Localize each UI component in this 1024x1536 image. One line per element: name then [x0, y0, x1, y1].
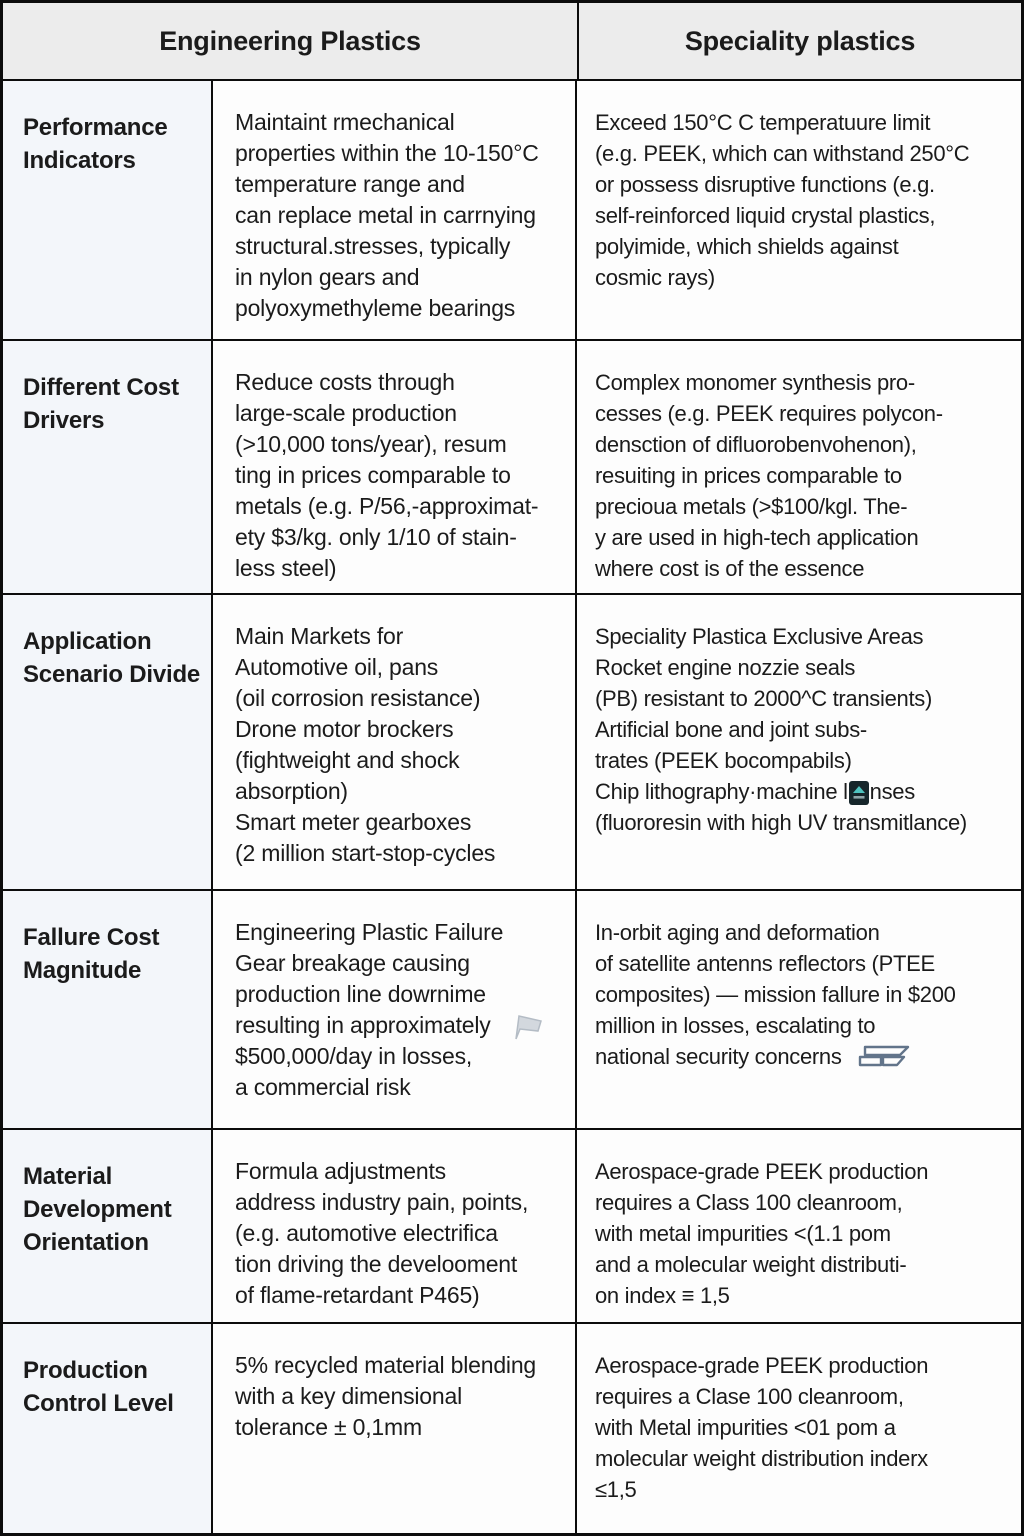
- cell-text-line: requires a Clase 100 cleanroom,: [595, 1384, 904, 1409]
- cell-text-line: in nylon gears and: [235, 264, 420, 290]
- cell-text-line: metals (e.g. P/56,-approximat-: [235, 493, 539, 519]
- cell-text-line: address industry pain, points,: [235, 1189, 529, 1215]
- speciality-plastics-cell: [577, 81, 1021, 339]
- table-row: [3, 1324, 1021, 1533]
- cell-text-line: (e.g. PEEK, which can withstand 250°C: [595, 141, 970, 166]
- eject-icon: [849, 781, 869, 805]
- cell-text-line: Rocket engine nozzie seals: [595, 655, 856, 680]
- cell-text-line: (PB) resistant to 2000^C transients): [595, 686, 933, 711]
- cell-text-line: temperature range and: [235, 171, 465, 197]
- cell-text-line: large-scale production: [235, 400, 457, 426]
- cell-text-line: (>10,000 tons/year), resum: [235, 431, 507, 457]
- table-header-row: [3, 3, 1021, 81]
- cell-text-line: where cost is of the essence: [595, 556, 865, 581]
- engineering-plastics-cell: [213, 1324, 577, 1533]
- cell-text-line: Speciality Plastica Exclusive Areas: [595, 624, 924, 649]
- cell-text-line: Engineering Plastic Failure: [235, 919, 504, 945]
- engineering-plastics-cell: [213, 81, 577, 339]
- engineering-plastics-cell: [213, 595, 577, 889]
- table-body: [3, 81, 1021, 1533]
- table-row: [3, 81, 1021, 341]
- cell-text-line: polyimide, which shields against: [595, 234, 899, 259]
- cell-text-line: (2 million start-stop-cycles: [235, 840, 496, 866]
- cell-text-line: resulting in approximately: [235, 1010, 571, 1041]
- engineering-plastics-cell: [213, 891, 577, 1128]
- cell-text-line: $500,000/day in losses,: [235, 1043, 473, 1069]
- cell-text-line: In-orbit aging and deformation: [595, 920, 880, 945]
- cell-text-line: Gear breakage causing: [235, 950, 470, 976]
- cell-text-line: or possess disruptive functions (e.g.: [595, 172, 935, 197]
- cell-text-line: million in losses, escalating to: [595, 1013, 876, 1038]
- engineering-plastics-cell: [213, 1130, 577, 1322]
- cell-text-line: (oil corrosion resistance): [235, 685, 481, 711]
- cell-text-line: of flame-retardant P465): [235, 1282, 480, 1308]
- cell-text-line: properties within the 10-150°C: [235, 140, 539, 166]
- cell-text-line: tion driving the develooment: [235, 1251, 518, 1277]
- cell-text-line: (e.g. automotive electrifica: [235, 1220, 498, 1246]
- cell-text-line: requires a Class 100 cleanroom,: [595, 1190, 903, 1215]
- cell-text-line: ety $3/kg. only 1/10 of stain-: [235, 524, 517, 550]
- cell-text-line: (fluororesin with high UV transmitlance): [595, 810, 967, 835]
- layers-icon: [857, 1044, 913, 1068]
- cell-text-line: ≤1,5: [595, 1477, 637, 1502]
- cell-text-line: structural.stresses, typically: [235, 233, 511, 259]
- cell-text-line: of satellite antenns reflectors (PTEE: [595, 951, 935, 976]
- cell-text-line: self-reinforced liquid crystal plastics,: [595, 203, 936, 228]
- cell-text-line: trates (PEEK bocompabils): [595, 748, 852, 773]
- cell-text-line: precioua metals (>$100/kgl. The-: [595, 494, 908, 519]
- cell-text-line: ting in prices comparable to: [235, 462, 511, 488]
- row-label: Different Cost Drivers: [3, 341, 213, 593]
- cell-text-line: Automotive oil, pans: [235, 654, 439, 680]
- row-label: Performance Indicators: [3, 81, 213, 339]
- row-label: Material Development Orientation: [3, 1130, 213, 1322]
- speciality-plastics-cell: [577, 595, 1021, 889]
- cell-text-line: Exceed 150°C C temperatuure limit: [595, 110, 931, 135]
- cell-text-line: y are used in high-tech application: [595, 525, 919, 550]
- cell-text-line: Drone motor brockers: [235, 716, 454, 742]
- cell-text-line: Aerospace-grade PEEK production: [595, 1353, 929, 1378]
- flag-icon: [511, 1013, 545, 1040]
- cell-text-line: Smart meter gearboxes: [235, 809, 472, 835]
- table-row: [3, 341, 1021, 595]
- cell-text-line: resuiting in prices comparable to: [595, 463, 902, 488]
- cell-text-line: a commercial risk: [235, 1074, 411, 1100]
- header-speciality-plastics: Speciality plastics: [684, 25, 916, 56]
- table-row: [3, 1130, 1021, 1324]
- header-engineering-plastics: Engineering Plastics: [3, 3, 579, 79]
- row-label: Fallure Cost Magnitude: [3, 891, 213, 1128]
- cell-text-line: with metal impurities <(1.1 pom: [595, 1221, 891, 1246]
- cell-text-line: (fightweight and shock: [235, 747, 460, 773]
- cell-text-line: Formula adjustments: [235, 1158, 446, 1184]
- cell-text-line: Reduce costs through: [235, 369, 455, 395]
- cell-text-line: molecular weight distribution inderx: [595, 1446, 928, 1471]
- speciality-plastics-cell: [577, 341, 1021, 593]
- table-row: [3, 595, 1021, 891]
- cell-text-line: less steel): [235, 555, 337, 581]
- cell-text-line: 5% recycled material blending: [235, 1352, 537, 1378]
- row-label: Production Control Level: [3, 1324, 213, 1533]
- cell-text-line: with a key dimensional: [235, 1383, 462, 1409]
- cell-text-line: absorption): [235, 778, 348, 804]
- cell-text-line: composites) — mission fallure in $200: [595, 982, 956, 1007]
- speciality-plastics-cell: [577, 891, 1021, 1128]
- engineering-plastics-cell: [213, 341, 577, 593]
- cell-text-line: Artificial bone and joint subs-: [595, 717, 867, 742]
- cell-text-line: cesses (e.g. PEEK requires polycon-: [595, 401, 943, 426]
- cell-text-line: production line dowrnime: [235, 981, 486, 1007]
- row-label: Application Scenario Divide: [3, 595, 213, 889]
- cell-text-line: Main Markets for: [235, 623, 404, 649]
- cell-text-line: densction of difluorobenvohenon),: [595, 432, 917, 457]
- cell-text-line: and a molecular weight distributi-: [595, 1252, 907, 1277]
- speciality-plastics-cell: [577, 1324, 1021, 1533]
- cell-text-line: cosmic rays): [595, 265, 715, 290]
- cell-text-line: can replace metal in carrnying: [235, 202, 536, 228]
- cell-text-line: tolerance ± 0,1mm: [235, 1414, 422, 1440]
- cell-text-line: Chip lithography·machine l nses: [595, 779, 915, 804]
- table-row: [3, 891, 1021, 1130]
- cell-text-line: Aerospace-grade PEEK production: [595, 1159, 929, 1184]
- cell-text-line: national security concerns: [595, 1041, 1019, 1072]
- cell-text-line: with Metal impurities <01 pom a: [595, 1415, 896, 1440]
- cell-text-line: Maintaint rmechanical: [235, 109, 455, 135]
- cell-text-line: Complex monomer synthesis pro-: [595, 370, 915, 395]
- cell-text-line: on index ≡ 1,5: [595, 1283, 730, 1308]
- cell-text-line: polyoxymethyleme bearings: [235, 295, 516, 321]
- speciality-plastics-cell: [577, 1130, 1021, 1322]
